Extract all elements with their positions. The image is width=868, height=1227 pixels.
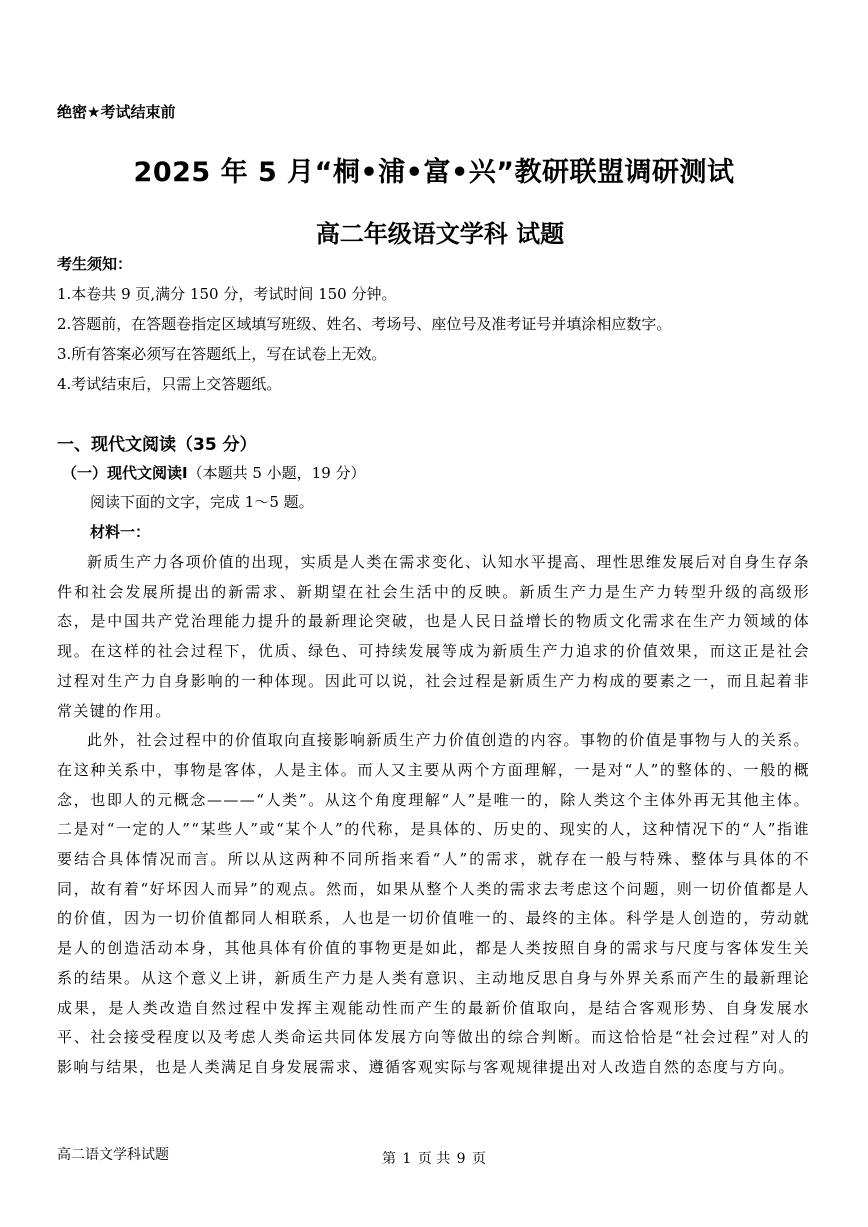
subsection-note: （本题共 5 小题，19 分） bbox=[187, 464, 366, 482]
notice-item: 3.所有答案必须写在答题纸上，写在试卷上无效。 bbox=[57, 345, 387, 363]
page-number bbox=[0, 1148, 868, 1168]
reading-passage bbox=[57, 548, 810, 1083]
section-heading: 一、现代文阅读（35 分） bbox=[57, 435, 257, 455]
notice-item: 4.考试结束后，只需上交答题纸。 bbox=[57, 375, 282, 393]
page-current: 1 bbox=[402, 1151, 412, 1167]
page-suffix: 页 bbox=[472, 1151, 487, 1167]
subsection-title: （一）现代文阅读Ⅰ bbox=[62, 464, 188, 482]
passage-paragraph: 此外，社会过程中的价值取向直接影响新质生产力价值创造的内容。事物的价值是事物与人的关系。在这种关系中，事物是客体，人是主体。而人又主要从两个方面理解，一是对“人”的整体的、一般的概念，也即人的元概念———“人类”。从这个角度理解“人”是唯一的，除人类这个主体外再无其他主体。二是对“一定的人”“某些人”或“某个人”的代称，是具体的、历史的、现实的人，这种情况下的“人”指谁要结合具体情况而言。所以从这两种不同所指来看“人”的需求，就存在一般与特殊、整体与具体的不同，故有着“好坏因人而异”的观点。然而，如果从整个人类的需求去考虑这个问题，则一切价值都是人的价值，因为一切价值都同人相联系，人也是一切价值唯一的、最终的主体。科学是人创造的，劳动就是人的创造活动本身，其他具体有价值的事物更是如此，都是人类按照自身的需求与尺度与客体发生关系的结果。从这个意义上讲，新质生产力是人类有意识、主动地反思自身与外界关系而产生的最新理论成果，是人类改造自然过程中发挥主观能动性而产生的最新价值取向，是结合客观形势、自身发展水平、社会接受程度以及考虑人类命运共同体发展方向等做出的综合判断。而这恰恰是“社会过程”对人的影响与结果，也是人类满足自身发展需求、遵循客观实际与客观规律提出对人改造自然的态度与方向。 bbox=[57, 731, 810, 1076]
notice-item: 2.答题前，在答题卷指定区域填写班级、姓名、考场号、座位号及准考证号并填涂相应数字。 bbox=[57, 315, 672, 333]
notice-heading: 考生须知： bbox=[57, 255, 133, 273]
page-prefix: 第 bbox=[381, 1151, 396, 1167]
page-total: 9 bbox=[456, 1151, 466, 1167]
notice-item: 1.本卷共 9 页,满分 150 分，考试时间 150 分钟。 bbox=[57, 285, 397, 303]
exam-title: 2025 年 5 月“桐•浦•富•兴”教研联盟调研测试 bbox=[133, 157, 735, 188]
confidential-label: 绝密★考试结束前 bbox=[57, 103, 176, 121]
reading-instruction: 阅读下面的文字，完成 1～5 题。 bbox=[90, 493, 314, 511]
passage-paragraph: 新质生产力各项价值的出现，实质是人类在需求变化、认知水平提高、理性思维发展后对自身生存条件和社会发展所提出的新需求、新期望在社会生活中的反映。新质生产力是生产力转型升级的高级形态，是中国共产党治理能力提升的最新理论突破，也是人民日益增长的物质文化需求在生产力领域的体现。在这样的社会过程下，优质、绿色、可持续发展等成为新质生产力追求的价值效果，而这正是社会过程对生产力自身影响的一种体现。因此可以说，社会过程是新质生产力构成的要素之一，而且起着非常关键的作用。 bbox=[57, 553, 810, 720]
exam-subtitle: 高二年级语文学科 试题 bbox=[315, 220, 565, 248]
subsection-heading bbox=[62, 462, 366, 483]
footer-subject: 高二语文学科试题 bbox=[57, 1147, 169, 1163]
material-label: 材料一： bbox=[90, 523, 151, 541]
page-mid: 页 共 bbox=[417, 1151, 451, 1167]
